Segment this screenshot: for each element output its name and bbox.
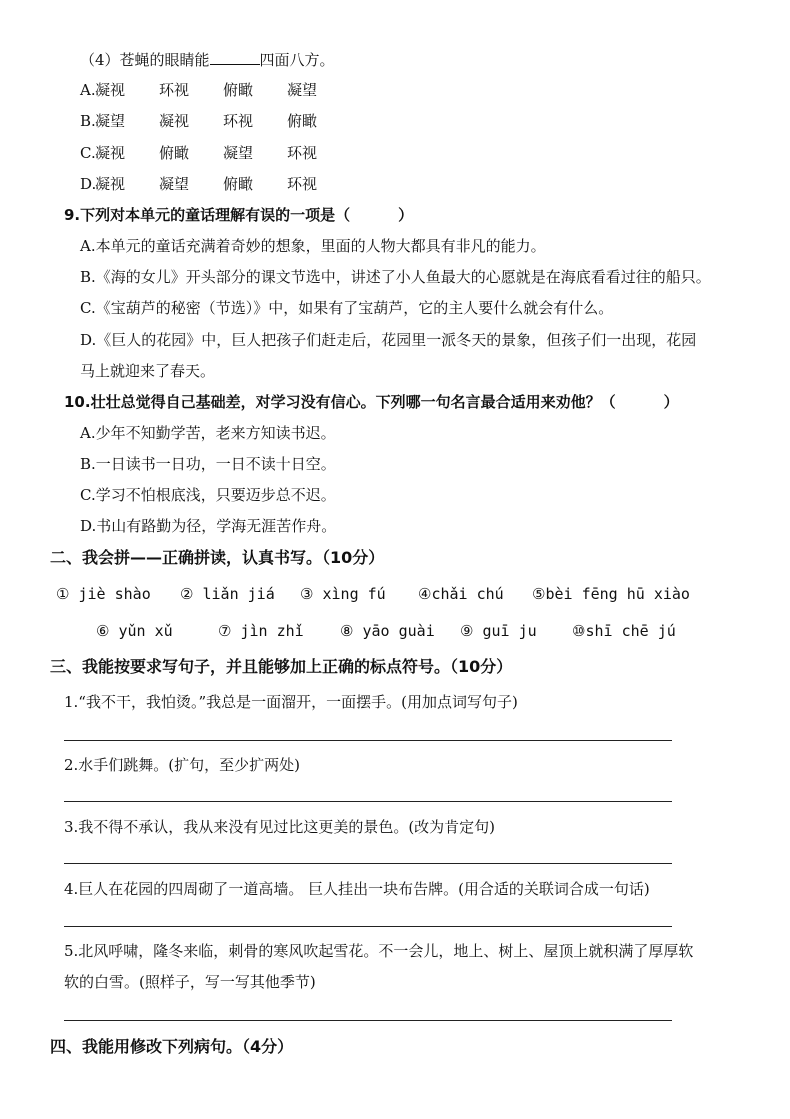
option-word: 环视: [287, 144, 318, 162]
q9-stem-text: 9.下列对本单元的童话理解有误的一项是（: [64, 206, 351, 224]
pinyin-item-5: ⑤bèi fēng hū xiào: [532, 585, 690, 603]
sentence-task-5: 5.北风呼啸，隆冬来临，刺骨的寒风吹起雪花。不一会儿，地上、树上、屋顶上就积满了厚厚软: [64, 942, 694, 960]
pinyin-item-1: ① jiè shào: [56, 585, 151, 603]
option-word: 凝视: [95, 81, 126, 99]
option-word: 环视: [223, 112, 254, 130]
q8-4-stem: [80, 50, 335, 70]
option-word: 凝望: [223, 144, 254, 162]
section2-title: 二、我会拼——正确拼读，认真书写。（10分）: [50, 548, 385, 567]
q8-4-option-b: [80, 111, 96, 131]
option-word: 俯瞰: [287, 112, 318, 130]
q9-stem: [64, 205, 413, 225]
q8-4-stem-before: （4）苍蝇的眼睛能: [80, 51, 210, 69]
q8-4-option-c: [80, 143, 96, 163]
option-word: 凝望: [159, 175, 190, 193]
q10-stem-close: ）: [663, 393, 679, 411]
option-letter: C.: [80, 144, 96, 162]
q8-4-option-b-words: [95, 111, 351, 131]
q10-stem-text: 10.壮壮总觉得自己基础差，对学习没有信心。下列哪一句名言最合适用来劝他？（: [64, 393, 616, 411]
option-letter: D.: [80, 175, 97, 193]
q8-4-option-c-words: [95, 143, 351, 163]
pinyin-item-7: ⑦ jìn zhǐ: [218, 622, 304, 640]
answer-line-5[interactable]: [64, 1020, 672, 1021]
section4-title: 四、我能用修改下列病句。（4分）: [50, 1037, 294, 1056]
option-word: 俯瞰: [223, 81, 254, 99]
sentence-task-2: 2.水手们跳舞。(扩句，至少扩两处): [64, 756, 301, 774]
q8-4-option-d: [80, 174, 96, 194]
section3-title: 三、我能按要求写句子，并且能够加上正确的标点符号。（10分）: [50, 657, 513, 676]
q9-option-b: B.《海的女儿》开头部分的课文节选中，讲述了小人鱼最大的心愿就是在海底看看过往的船只。: [80, 268, 711, 286]
option-word: 凝视: [95, 144, 126, 162]
q8-4-option-a-words: [95, 80, 351, 100]
sentence-task-5-cont: 软的白雪。(照样子，写一写其他季节): [64, 973, 316, 991]
pinyin-item-10: ⑩shī chē jú: [572, 622, 676, 640]
answer-blank[interactable]: [210, 50, 260, 65]
option-letter: B.: [80, 112, 96, 130]
option-word: 凝视: [95, 175, 126, 193]
pinyin-item-2: ② liǎn jiá: [180, 585, 275, 603]
q9-option-a: A.本单元的童话充满着奇妙的想象，里面的人物大都具有非凡的能力。: [80, 237, 546, 255]
pinyin-item-6: ⑥ yǔn xǔ: [96, 622, 173, 640]
pinyin-item-8: ⑧ yāo guài: [340, 622, 435, 640]
pinyin-item-3: ③ xìng fú: [300, 585, 386, 603]
q10-option-d: D.书山有路勤为径，学海无涯苦作舟。: [80, 517, 337, 535]
q9-option-c: C.《宝葫芦的秘密（节选）》中，如果有了宝葫芦，它的主人要什么就会有什么。: [80, 299, 614, 317]
answer-line-2[interactable]: [64, 801, 672, 802]
sentence-task-1: 1.“我不干，我怕烫。”我总是一面溜开，一面摆手。(用加点词写句子): [64, 693, 518, 711]
answer-line-4[interactable]: [64, 926, 672, 927]
option-word: 环视: [159, 81, 190, 99]
q8-4-stem-after: 四面八方。: [259, 51, 335, 69]
option-word: 凝望: [95, 112, 126, 130]
q8-4-option-d-words: [95, 174, 351, 194]
q10-option-b: B.一日读书一日功，一日不读十日空。: [80, 455, 336, 473]
option-word: 俯瞰: [159, 144, 190, 162]
q10-option-a: A.少年不知勤学苦，老来方知读书迟。: [80, 424, 336, 442]
answer-line-1[interactable]: [64, 740, 672, 741]
q10-option-c: C.学习不怕根底浅，只要迈步总不迟。: [80, 486, 336, 504]
pinyin-item-4: ④chǎi chú: [418, 585, 504, 603]
option-word: 环视: [287, 175, 318, 193]
q9-stem-close: ）: [398, 206, 414, 224]
option-word: 凝望: [287, 81, 318, 99]
sentence-task-3: 3.我不得不承认，我从来没有见过比这更美的景色。(改为肯定句): [64, 818, 496, 836]
sentence-task-4: 4.巨人在花园的四周砌了一道高墙。 巨人挂出一块布告牌。(用合适的关联词合成一句话): [64, 880, 650, 898]
answer-line-3[interactable]: [64, 863, 672, 864]
option-letter: A.: [80, 81, 96, 99]
q9-option-d: D.《巨人的花园》中，巨人把孩子们赶走后，花园里一派冬天的景象，但孩子们一出现，花园: [80, 331, 697, 349]
q9-option-d-cont: 马上就迎来了春天。: [80, 362, 216, 380]
pinyin-item-9: ⑨ guī ju: [460, 622, 537, 640]
option-word: 凝视: [159, 112, 190, 130]
option-word: 俯瞰: [223, 175, 254, 193]
q10-stem: [64, 392, 679, 412]
